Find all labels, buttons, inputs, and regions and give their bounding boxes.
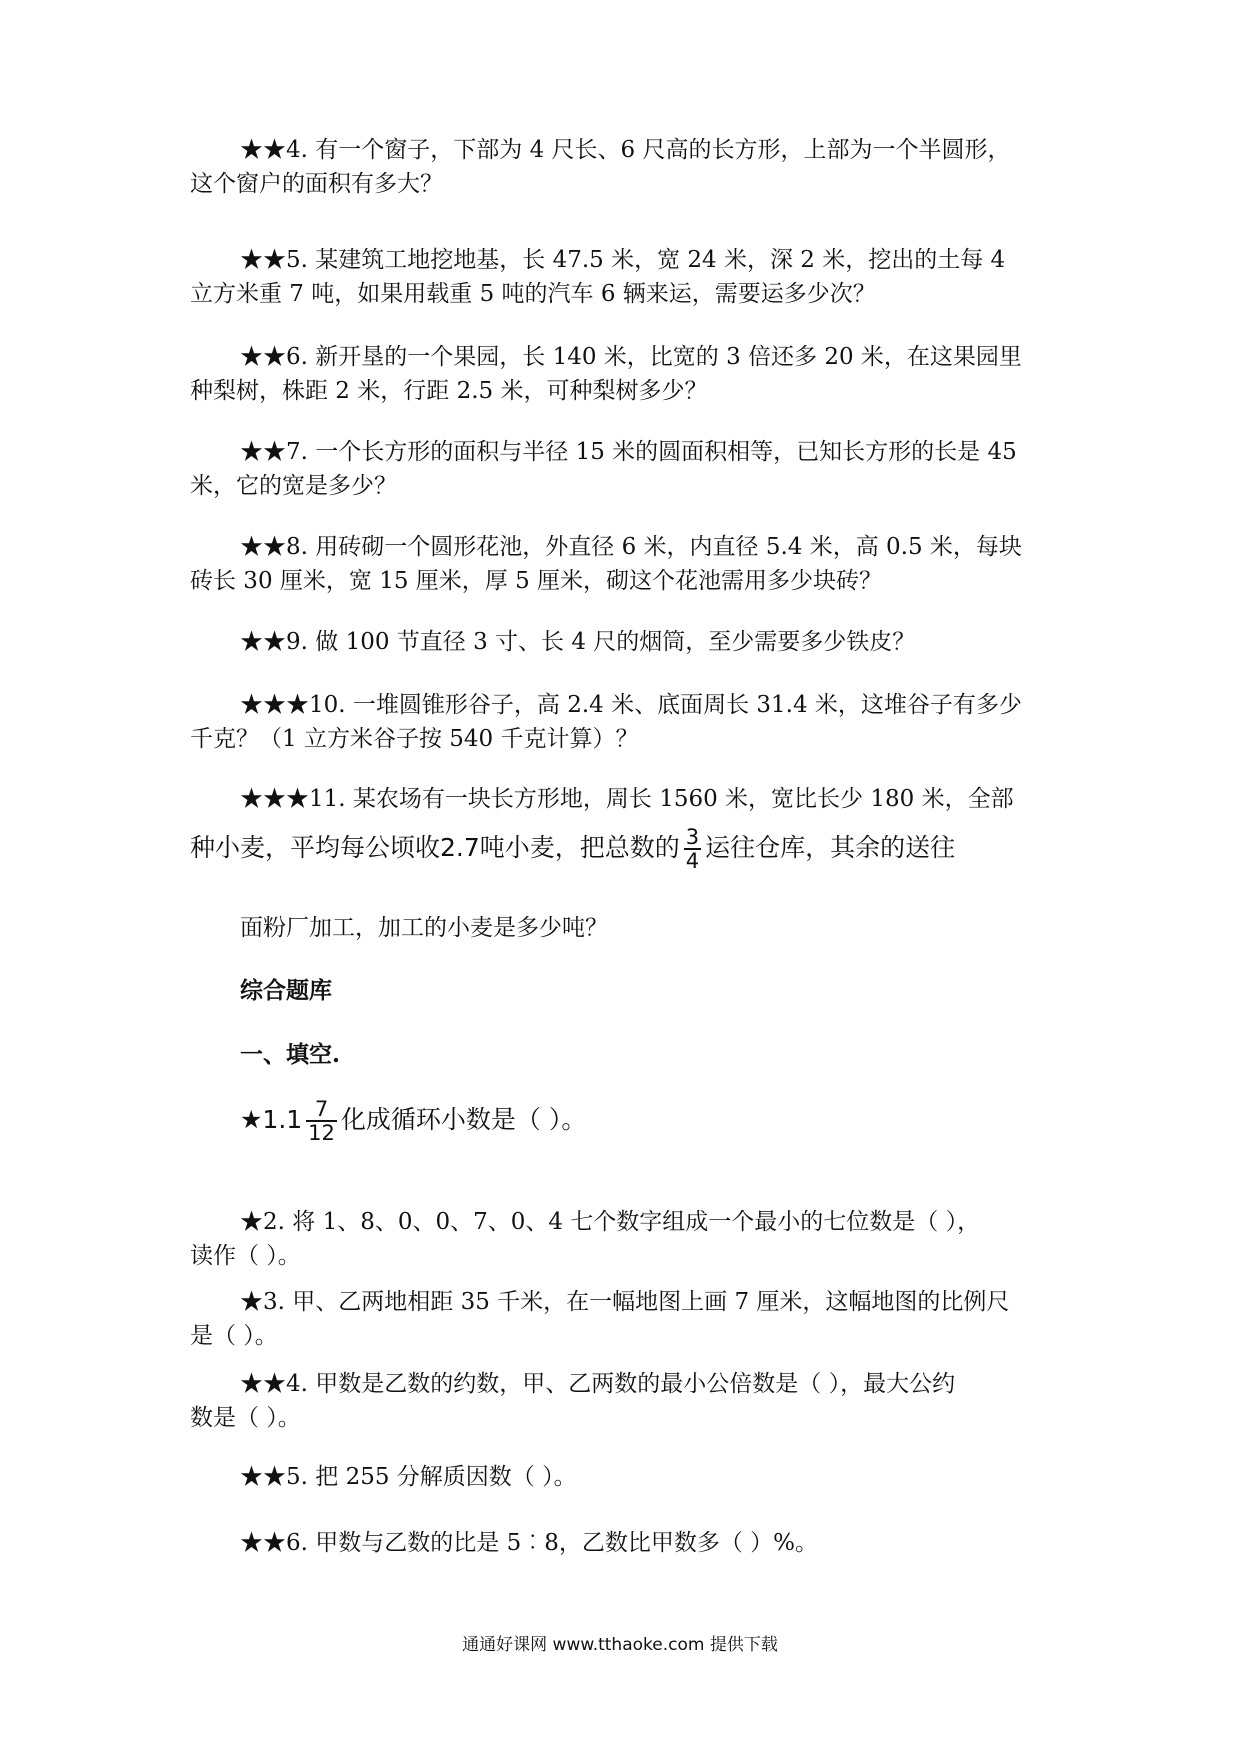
problem-4-line-2: 这个窗户的面积有多大？ <box>190 171 443 197</box>
problem-10 <box>190 688 1060 756</box>
fill-question-2-line-2: 读作（ ）。 <box>190 1243 301 1269</box>
problem-6-line-2: 种梨树，株距 2 米，行距 2.5 米，可种梨树多少？ <box>190 378 708 404</box>
section-title: 综合题库 <box>240 977 332 1004</box>
problem-7-line-2: 米，它的宽是多少？ <box>190 473 397 499</box>
problem-11-line-1: ★★★11. 某农场有一块长方形地，周长 1560 米，宽比长少 180 米，全部 <box>240 786 1014 812</box>
problem-9 <box>190 625 1060 659</box>
fill-question-4-line-2: 数是（ ）。 <box>190 1405 301 1431</box>
subsection-title: 一、填空. <box>240 1041 341 1068</box>
fill-question-3-line-2: 是（ ）。 <box>190 1323 278 1349</box>
problem-10-line-1: ★★★10. 一堆圆锥形谷子，高 2.4 米、底面周长 31.4 米，这堆谷子有多少 <box>240 692 1022 718</box>
problem-5-line-1: ★★5. 某建筑工地挖地基，长 47.5 米，宽 24 米，深 2 米，挖出的土每 4 <box>240 247 1006 273</box>
problem-7 <box>190 435 1060 503</box>
fill-question-3-line-1: ★3. 甲、乙两地相距 35 千米，在一幅地图上画 7 厘米，这幅地图的比例尺 <box>240 1289 1010 1315</box>
problem-11-continued <box>190 911 1060 945</box>
problem-8-line-2: 砖长 30 厘米，宽 15 厘米，厚 5 厘米，砌这个花池需用多少块砖？ <box>190 568 883 594</box>
problem-6 <box>190 340 1060 408</box>
fill-question-4-line-1: ★★4. 甲数是乙数的约数，甲、乙两数的最小公倍数是（ ），最大公约 <box>240 1371 956 1397</box>
problem-5-line-2: 立方米重 7 吨，如果用载重 5 吨的汽车 6 辆来运，需要运多少次？ <box>190 281 876 307</box>
fill-question-3 <box>190 1285 1060 1353</box>
fill-question-1-line <box>190 1098 1060 1144</box>
problem-4 <box>190 133 1060 201</box>
fill-question-2-line-1: ★2. 将 1、8、0、0、7、0、4 七个数字组成一个最小的七位数是（ ）， <box>240 1209 981 1235</box>
fill-question-5-line-1: ★★5. 把 255 分解质因数（ ）。 <box>240 1464 577 1490</box>
problem-9-line-1: ★★9. 做 100 节直径 3 寸、长 4 尺的烟筒，至少需要多少铁皮？ <box>240 629 916 655</box>
fill-question-6-line-1: ★★6. 甲数与乙数的比是 5︰8，乙数比甲数多（ ）%。 <box>240 1530 818 1556</box>
problem-4-line-1: ★★4. 有一个窗子，下部为 4 尺长、6 尺高的长方形，上部为一个半圆形， <box>240 137 1011 163</box>
problem-8 <box>190 530 1060 598</box>
problem-11 <box>190 782 1060 872</box>
page-footer: 通通好课网 www.tthaoke.com 提供下载 <box>462 1635 778 1655</box>
problem-8-line-1: ★★8. 用砖砌一个圆形花池，外直径 6 米，内直径 5.4 米，高 0.5 米，每块 <box>240 534 1022 560</box>
problem-10-line-2: 千克？（1 立方米谷子按 540 千克计算）？ <box>190 726 639 752</box>
fraction-three-quarters: $\frac{3}{4}$ <box>685 825 700 873</box>
fill-question-2 <box>190 1205 1060 1273</box>
fill-q1-after: 化成循环小数是（ ）。 <box>340 1105 587 1134</box>
problem-11-line-2-before: 种小麦，平均每公顷收2.7吨小麦，把总数的 <box>190 833 680 862</box>
problem-11-line-3: 面粉厂加工，加工的小麦是多少吨？ <box>240 915 608 941</box>
problem-7-line-1: ★★7. 一个长方形的面积与半径 15 米的圆面积相等，已知长方形的长是 45 <box>240 439 1017 465</box>
problem-6-line-1: ★★6. 新开垦的一个果园，长 140 米，比宽的 3 倍还多 20 米，在这果园里 <box>240 344 1022 370</box>
fill-question-4 <box>190 1367 1060 1435</box>
problem-11-line-2-after: 运往仓库，其余的送往 <box>705 833 956 862</box>
fill-question-1 <box>190 1098 1060 1144</box>
fill-q1-before: ★1.1 <box>240 1105 303 1134</box>
fill-question-5 <box>190 1460 1060 1494</box>
fraction-seven-twelfths: $\frac{7}{12}$ <box>308 1097 335 1145</box>
problem-5 <box>190 243 1060 311</box>
fill-question-6 <box>190 1526 1060 1560</box>
problem-11-line-2 <box>190 826 1060 872</box>
